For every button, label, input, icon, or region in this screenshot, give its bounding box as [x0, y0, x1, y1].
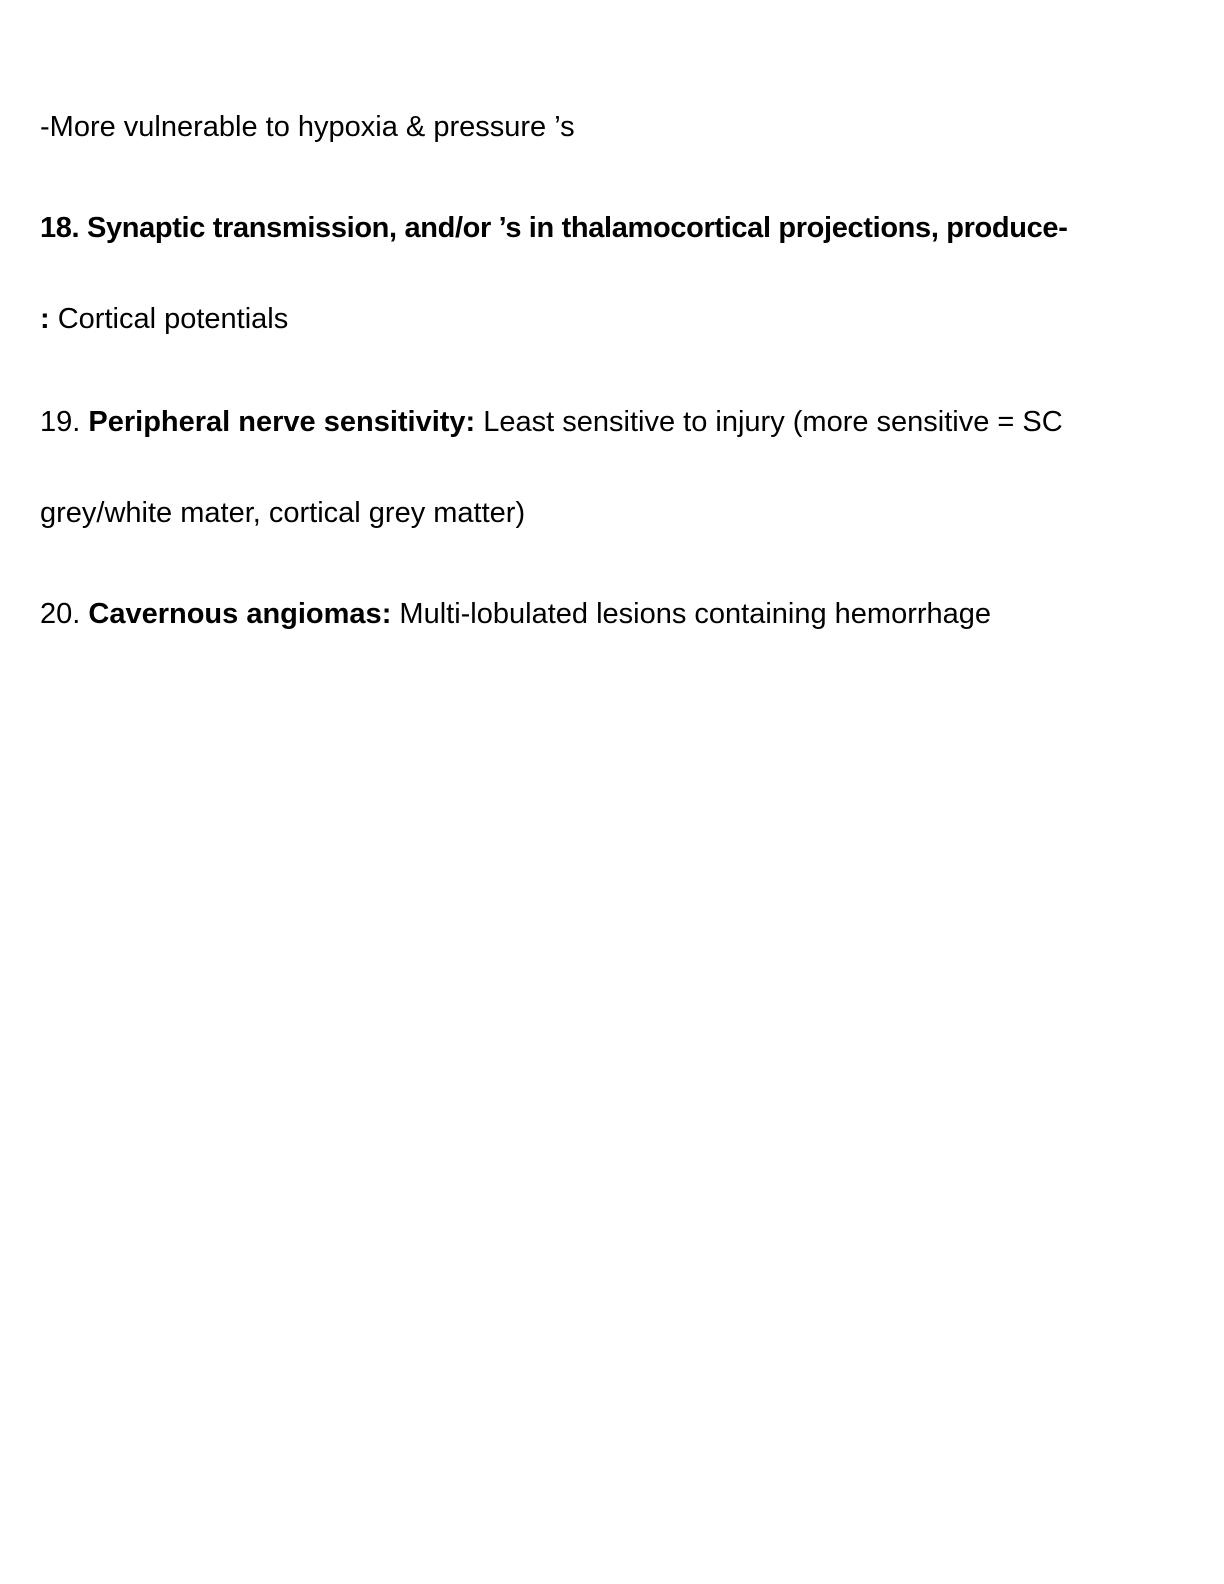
- item-18-heading: [40, 211, 1068, 245]
- item-18-answer-text: Cortical potentials: [49, 303, 289, 335]
- vulnerability-text: -More vulnerable to hypoxia & pressure ’s: [40, 111, 575, 143]
- item-18-colon: :: [40, 303, 50, 335]
- item-19-term: Peripheral nerve sensitivity:: [88, 406, 476, 438]
- item-20-term: Cavernous angiomas:: [88, 598, 392, 630]
- item-19-definition-line2: grey/white mater, cortical grey matter): [40, 497, 526, 529]
- vulnerability-note: [40, 110, 575, 144]
- item-19: [40, 405, 1063, 439]
- item-20-number: 20.: [40, 598, 89, 630]
- item-20-definition: Multi-lobulated lesions containing hemorrhage: [391, 598, 992, 630]
- item-20: [40, 597, 991, 631]
- item-18-heading-text: 18. Synaptic transmission, and/or ’s in thalamocortical projections, produce-: [40, 212, 1068, 244]
- item-19-continuation: [40, 496, 525, 530]
- item-19-number: 19.: [40, 406, 89, 438]
- item-19-definition-line1: Least sensitive to injury (more sensitive = SC: [475, 406, 1063, 438]
- item-18-answer: [40, 302, 288, 336]
